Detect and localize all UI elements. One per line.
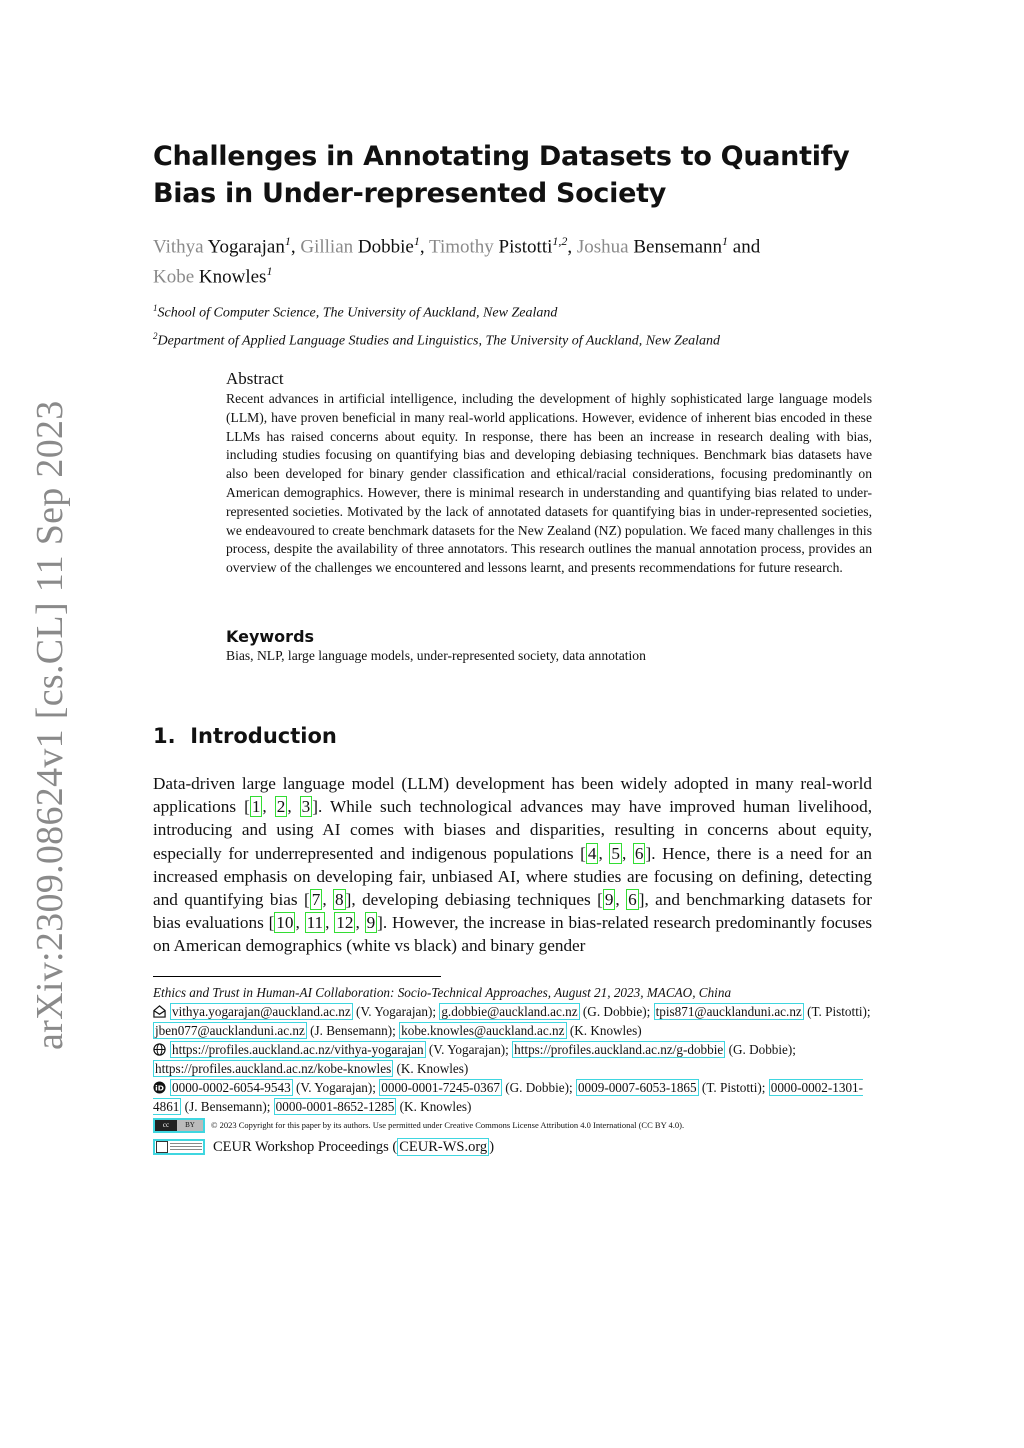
cc-by-badge[interactable]	[153, 1118, 205, 1133]
intro-text: ], and benchmarking datasets for bias evaluations [	[153, 890, 872, 933]
author-first-name: Gillian	[300, 236, 354, 258]
profile-link[interactable]: https://profiles.auckland.ac.nz/g-dobbie	[514, 1042, 724, 1057]
affiliation-text: Department of Applied Language Studies and Linguistics, The University of Auckland, New Zealand	[157, 333, 721, 349]
affiliation-text: School of Computer Science, The University of Auckland, New Zealand	[157, 305, 558, 321]
author-separator: and	[728, 236, 761, 258]
intro-text: ,	[325, 913, 335, 933]
license-text: © 2023 Copyright for this paper by its authors. Use permitted under Creative Commons License Attribution 4.0 International (CC BY 4.0).	[211, 1119, 685, 1130]
citation-link[interactable]: 6	[628, 890, 637, 910]
email-line	[153, 1002, 873, 1040]
citation-link[interactable]: 3	[301, 797, 311, 817]
intro-text: ], developing debiasing techniques [	[345, 890, 603, 910]
author-last-name: Yogarajan	[207, 236, 285, 258]
author-affiliation-mark: 1	[722, 234, 729, 248]
intro-text: ,	[355, 913, 365, 933]
citation-link[interactable]: 2	[276, 797, 286, 817]
ceur-prefix: CEUR Workshop Proceedings (	[213, 1138, 398, 1155]
intro-text: Data-driven large language model (LLM) development has been widely adopted in many real-world applications [	[153, 774, 872, 817]
author-affiliation-mark: 1,2	[552, 234, 568, 248]
citation-link[interactable]: 9	[604, 890, 614, 910]
email-link-owner: (T. Pistotti);	[803, 1004, 871, 1019]
orcid-link-owner: (T. Pistotti);	[698, 1080, 769, 1095]
introduction-paragraph	[153, 772, 872, 958]
keywords-heading: Keywords	[226, 627, 315, 646]
orcid-link[interactable]: 0000-0002-1301-4861	[153, 1080, 864, 1114]
citation-link[interactable]: 11	[306, 913, 324, 933]
profile-link-owner: (G. Dobbie);	[725, 1042, 796, 1057]
ceur-link[interactable]: CEUR-WS.org	[399, 1138, 488, 1155]
abstract-text: Recent advances in artificial intelligence, including the development of highly sophisticated large language models (LLM), have proven beneficial in many real-world applications. However, evidence of inherent bias encoded in these LLMs has raised concerns about equity. In response, there has been an increase in research dealing with bias, including studies focusing on quantifying bias and developing debiasing techniques. Benchmark bias datasets have also been developed for binary gender classification and ethical/racial considerations, focusing predominantly on American demographics. However, there is minimal research in understanding and quantifying bias related to under-represented societies. Motivated by the lack of annotated datasets for quantifying bias in under-represented societies, we endeavoured to create benchmark datasets for the New Zealand (NZ) population. We faced many challenges in this process, despite the availability of three annotators. This research outlines the manual annotation process, provides an overview of the challenges we encountered and lessons learnt, and presents recommendations for future research.	[226, 391, 872, 576]
abstract-heading: Abstract	[226, 369, 284, 388]
author-first-name: Vithya	[153, 236, 204, 258]
globe-icon	[153, 1043, 166, 1056]
author-separator: ,	[567, 236, 573, 258]
orcid-link-owner: (K. Knowles)	[396, 1099, 472, 1114]
footnote	[153, 983, 873, 1158]
profile-link[interactable]: https://profiles.auckland.ac.nz/kobe-knowles	[155, 1061, 392, 1076]
footnote-rule	[153, 976, 441, 977]
author-list	[153, 229, 873, 290]
orcid-link[interactable]: 0000-0002-6054-9543	[172, 1080, 291, 1095]
cc-badge-left: cc	[155, 1120, 177, 1131]
citation-link[interactable]: 8	[335, 890, 344, 910]
email-link[interactable]: jben077@aucklanduni.ac.nz	[155, 1023, 305, 1038]
author-last-name: Dobbie	[357, 236, 414, 258]
abstract	[226, 369, 872, 578]
email-link-owner: (J. Bensemann);	[306, 1023, 400, 1038]
orcid-link[interactable]: 0009-0007-6053-1865	[577, 1080, 697, 1095]
citation-link[interactable]: 1	[251, 797, 261, 817]
author-affiliation-mark: 1	[266, 264, 273, 279]
author-first-name: Timothy	[429, 236, 494, 258]
ceur-suffix: )	[489, 1138, 495, 1155]
orcid-icon	[153, 1081, 166, 1094]
profile-link[interactable]: https://profiles.auckland.ac.nz/vithya-yogarajan	[172, 1042, 424, 1057]
orcid-link-owner: (J. Bensemann);	[181, 1099, 274, 1114]
section-number: 1.	[153, 724, 176, 748]
cc-badge-right: BY	[177, 1120, 203, 1131]
orcid-line	[153, 1078, 873, 1116]
author-last-name: Pistotti	[498, 236, 553, 258]
ceur-logo[interactable]	[153, 1139, 205, 1155]
section-heading	[153, 724, 337, 748]
orcid-link-owner: (V. Yogarajan);	[292, 1080, 380, 1095]
citation-link[interactable]: 10	[276, 913, 294, 933]
intro-text: ]. While such technological advances may have improved human livelihood, introducing and using AI comes with biases and disparities, resulting in concerns about equity, especially for underrepresented and indigenous populations [	[153, 797, 872, 863]
intro-text: ]. Hence, there is a need for an increased emphasis on developing fair, unbiased AI, where studies are focusing on defining, detecting and quantifying bias [	[153, 843, 873, 910]
citation-link[interactable]: 4	[587, 843, 597, 863]
ceur-row	[153, 1136, 873, 1158]
profile-link-owner: (V. Yogarajan);	[425, 1042, 513, 1057]
intro-text: ,	[598, 843, 610, 863]
email-link[interactable]: tpis871@aucklanduni.ac.nz	[655, 1004, 802, 1019]
intro-text: ,	[262, 797, 275, 817]
author-affiliation-mark: 1	[284, 234, 291, 248]
venue-line: Ethics and Trust in Human-AI Collaboration: Socio-Technical Approaches, August 21, 2023, MACAO, China	[153, 985, 732, 1000]
orcid-link-owner: (G. Dobbie);	[501, 1080, 576, 1095]
citation-link[interactable]: 7	[311, 890, 321, 910]
intro-text: ,	[615, 890, 627, 910]
intro-text: ,	[322, 890, 334, 910]
keywords	[226, 627, 872, 664]
affiliation-mark: 1	[153, 303, 158, 313]
intro-text: ,	[287, 797, 300, 817]
orcid-link[interactable]: 0000-0001-7245-0367	[381, 1080, 500, 1095]
email-link[interactable]: kobe.knowles@auckland.ac.nz	[401, 1023, 565, 1038]
citation-link[interactable]: 6	[634, 843, 644, 863]
author-affiliation-mark: 1	[413, 234, 420, 248]
author-last-name: Bensemann	[633, 236, 723, 258]
svg-text:iD: iD	[155, 1083, 164, 1093]
intro-text: ,	[295, 913, 305, 933]
email-link-owner: (V. Yogarajan);	[352, 1004, 440, 1019]
affiliation	[153, 297, 873, 325]
citation-link[interactable]: 9	[366, 913, 376, 933]
affiliation	[153, 325, 873, 353]
email-link-owner: (K. Knowles)	[566, 1023, 642, 1038]
intro-text: ,	[621, 843, 633, 863]
orcid-link[interactable]: 0000-0001-8652-1285	[275, 1099, 395, 1114]
arxiv-stamp: arXiv:2309.08624v1 [cs.CL] 11 Sep 2023	[29, 400, 71, 1050]
license-row	[153, 1116, 873, 1134]
intro-text: ]. However, the increase in bias-related research predominantly focuses on American demographics (white vs black) and binary gender	[153, 913, 873, 956]
email-link[interactable]: vithya.yogarajan@auckland.ac.nz	[172, 1004, 351, 1019]
author-last-name: Knowles	[198, 266, 267, 288]
citation-link[interactable]: 12	[336, 913, 354, 933]
affiliations	[153, 297, 873, 352]
affiliation-mark: 2	[153, 330, 158, 341]
envelope-icon	[153, 1005, 166, 1018]
keywords-text: Bias, NLP, large language models, under-represented society, data annotation	[226, 648, 646, 663]
email-link[interactable]: g.dobbie@auckland.ac.nz	[441, 1004, 578, 1019]
author-first-name: Joshua	[576, 236, 629, 258]
url-line	[153, 1040, 873, 1078]
profile-link-owner: (K. Knowles)	[393, 1061, 469, 1076]
author-first-name: Kobe	[153, 266, 195, 288]
ceur-text	[213, 1138, 494, 1157]
section-title: Introduction	[190, 724, 337, 748]
paper-title: Challenges in Annotating Datasets to Quantify Bias in Under-represented Society	[153, 141, 850, 209]
citation-link[interactable]: 5	[611, 843, 620, 863]
author-separator: ,	[290, 236, 296, 258]
author-separator: ,	[419, 236, 425, 258]
email-link-owner: (G. Dobbie);	[579, 1004, 654, 1019]
